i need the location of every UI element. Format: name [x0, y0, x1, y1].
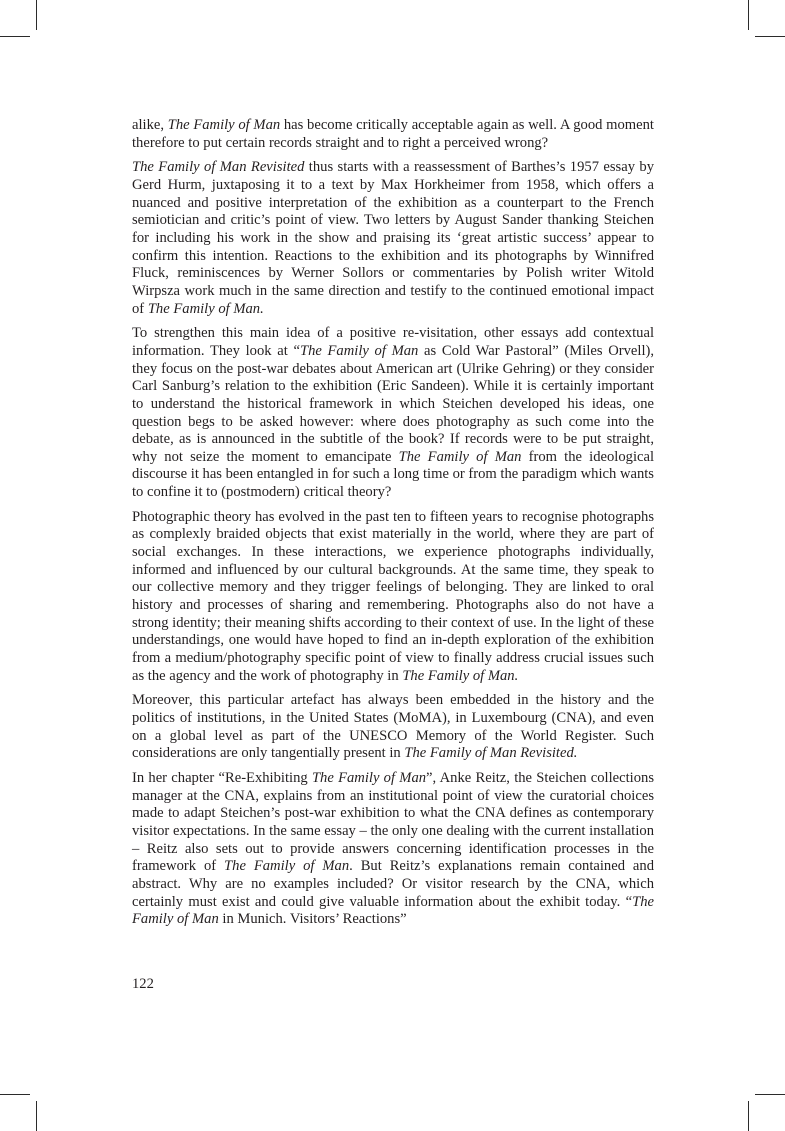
text-run: in Munich. Visitors’ Reactions” [218, 911, 407, 928]
paragraph-1 [132, 117, 654, 152]
italic-title-run: The Family of Man. [402, 667, 519, 684]
text-run: ”, Anke Reitz, the Steichen collections manager at the CNA, explains from an institutional point of view the curatorial choices made to adapt Steichen’s post-war exhibition to what the CNA defines as contemporary visitor expectations. In the same essay – the only one dealing with the current installation – Reitz also sets out to provide answers concerning identification processes in the framework of [132, 769, 655, 875]
crop-mark-top-left-vertical [36, 0, 37, 30]
crop-mark-bottom-left-vertical [36, 1101, 37, 1131]
text-run: In her chapter “Re-Exhibiting [132, 769, 312, 786]
italic-title-run: The Family of Man [299, 342, 419, 359]
paragraph-3 [132, 325, 654, 502]
italic-title-run: The Family of Man Revisited. [404, 745, 578, 762]
crop-mark-top-left-horizontal [0, 36, 30, 37]
text-run: Photographic theory has evolved in the past ten to fifteen years to recognise photographs as complexly braided objects that exist materially in the world, where they are part of social exchanges. In these interactions, we experience photographs individually, informed and influenced by our cultural backgrounds. At the same time, they speak to our collective memory and they trigger feelings of belonging. They are linked to oral history and processes of sharing and remembering. Photographs also do not have a strong identity; their meaning shifts according to their context of use. In the light of these understandings, one would have hoped to find an in-depth exploration of the exhibition from a medium/photography specific point of view to finally address crucial issues such as the agency and the work of photography in [132, 508, 654, 684]
text-run: To strengthen this main idea of a positive re-visitation, other essays add contextual information. They look at “ [132, 325, 654, 359]
paragraph-5 [132, 692, 654, 763]
italic-title-run: The Family of Man [398, 448, 522, 465]
italic-title-run: The Family of Man Revisited [132, 159, 305, 176]
crop-mark-bottom-left-horizontal [0, 1094, 30, 1095]
italic-title-run: The Family of Man [311, 769, 427, 786]
page-number: 122 [132, 976, 154, 992]
text-run: from the ideological discourse it has been entangled in for such a long time or from the paradigm which wants to confine it to (postmodern) critical theory? [132, 448, 655, 501]
paragraph-4 [132, 509, 654, 686]
text-run: has become critically acceptable again as well. A good moment therefore to put certain records straight and to right a perceived wrong? [132, 117, 654, 151]
text-run: thus starts with a reassessment of Barthes’s 1957 essay by Gerd Hurm, juxtaposing it to a text by Max Horkheimer from 1958, which offers a nuanced and positive interpretation of the exhibition as a counterpart to the French semiotician and critic’s point of view. Two letters by August Sander thanking Steichen for including his work in the show and praising its ‘great artistic success’ appear to confirm this intention. Reactions to the exhibition and its photographs by Winnifred Fluck, reminiscences by Werner Sollors or commentaries by Polish writer Witold Wirpsza work much in the same direction and testify to the continued emotional impact of [132, 159, 654, 317]
text-run: Moreover, this particular artefact has always been embedded in the history and the politics of institutions, in the United States (MoMA), in Luxembourg (CNA), and even on a global level as part of the UNESCO Memory of the World Register. Such considerations are only tangentially present in [132, 692, 654, 762]
paragraph-6 [132, 770, 654, 929]
paragraph-2 [132, 159, 654, 318]
text-run: as Cold War Pastoral” (Miles Orvell), they focus on the post-war debates about American art (Ulrike Gehring) or they consider Carl Sanburg’s relation to the exhibition (Eric Sandeen). While it is certainly important to understand the historical framework in which Steichen developed his ideas, one question begs to be asked however: where does photography as such come into the debate, as is announced in the subtitle of the book? If records were to be put straight, why not seize the moment to emancipate [132, 342, 655, 465]
body-text [132, 117, 654, 936]
crop-mark-top-right-vertical [748, 0, 749, 30]
crop-mark-bottom-right-horizontal [755, 1094, 785, 1095]
italic-title-run: The Family of Man [224, 858, 350, 875]
text-run: . But Reitz’s explanations remain contained and abstract. Why are no examples included? Or visitor research by the CNA, which certainly must exist and could give valuable information about the exhibit today. “ [132, 858, 654, 910]
italic-title-run: The Family of Man. [147, 300, 264, 317]
italic-title-run: The Family of Man [167, 117, 281, 133]
italic-title-run: The Family of Man [132, 893, 654, 928]
crop-mark-top-right-horizontal [755, 36, 785, 37]
text-run: alike, [132, 117, 168, 133]
crop-mark-bottom-right-vertical [748, 1101, 749, 1131]
